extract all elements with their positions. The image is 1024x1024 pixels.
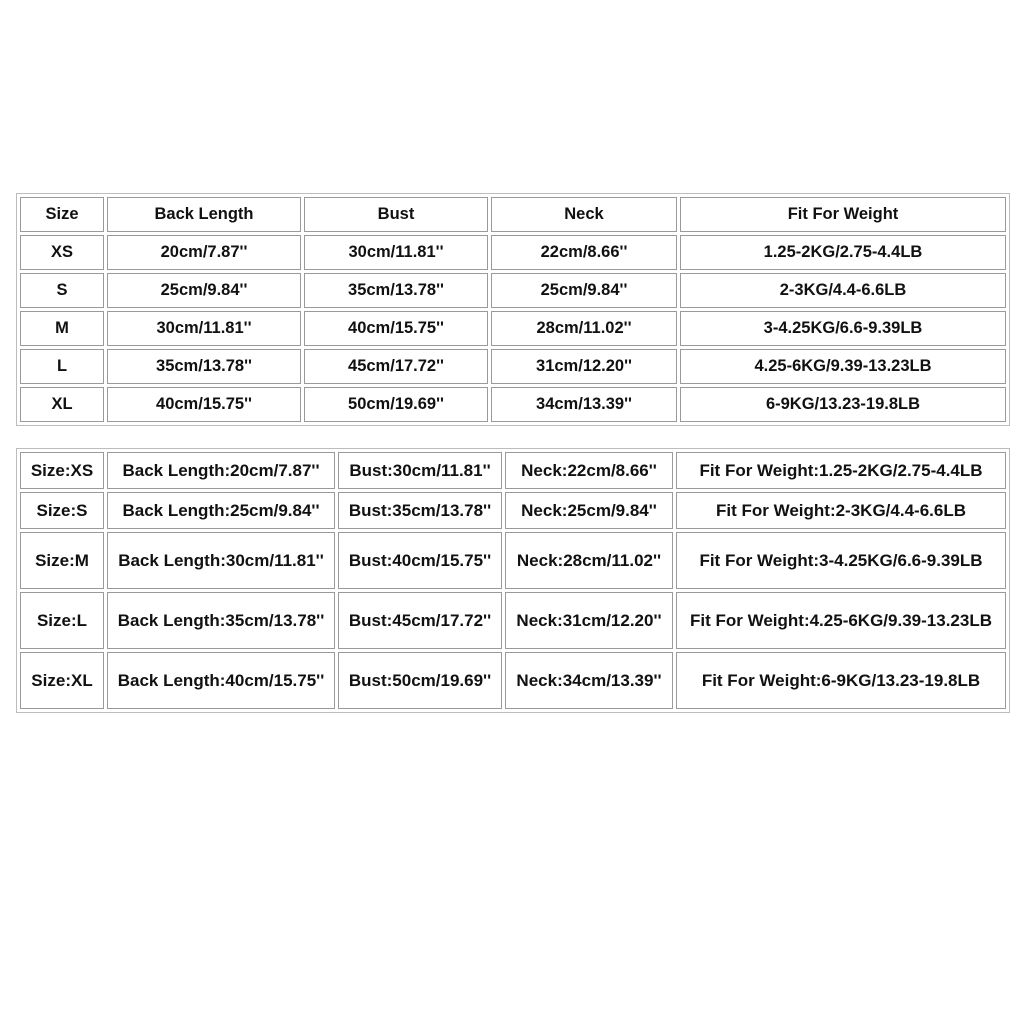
bust-cell: Bust:30cm/11.81'' [338, 452, 502, 489]
header-fit-for-weight: Fit For Weight [680, 197, 1006, 232]
header-size: Size [20, 197, 104, 232]
neck-cell: Neck:31cm/12.20'' [505, 592, 673, 649]
weight-cell: 3-4.25KG/6.6-9.39LB [680, 311, 1006, 346]
weight-cell: Fit For Weight:6-9KG/13.23-19.8LB [676, 652, 1006, 709]
bust-cell: Bust:45cm/17.72'' [338, 592, 502, 649]
table-row [20, 349, 1006, 384]
size-cell: Size:XL [20, 652, 104, 709]
table-row [20, 492, 1006, 529]
bust-cell: Bust:50cm/19.69'' [338, 652, 502, 709]
table-row [20, 273, 1006, 308]
header-back-length: Back Length [107, 197, 301, 232]
neck-cell: Neck:22cm/8.66'' [505, 452, 673, 489]
weight-cell: Fit For Weight:2-3KG/4.4-6.6LB [676, 492, 1006, 529]
size-cell: XL [20, 387, 104, 422]
table-row [20, 652, 1006, 709]
table-row [20, 592, 1006, 649]
neck-cell: Neck:34cm/13.39'' [505, 652, 673, 709]
back-length-cell: 25cm/9.84'' [107, 273, 301, 308]
neck-cell: 31cm/12.20'' [491, 349, 677, 384]
table-row [20, 387, 1006, 422]
bust-cell: 45cm/17.72'' [304, 349, 488, 384]
header-neck: Neck [491, 197, 677, 232]
table-row [20, 311, 1006, 346]
weight-cell: 2-3KG/4.4-6.6LB [680, 273, 1006, 308]
bust-cell: Bust:40cm/15.75'' [338, 532, 502, 589]
size-cell: Size:XS [20, 452, 104, 489]
bust-cell: 40cm/15.75'' [304, 311, 488, 346]
size-cell: Size:L [20, 592, 104, 649]
size-cell: Size:S [20, 492, 104, 529]
weight-cell: 4.25-6KG/9.39-13.23LB [680, 349, 1006, 384]
weight-cell: 1.25-2KG/2.75-4.4LB [680, 235, 1006, 270]
size-cell: L [20, 349, 104, 384]
back-length-cell: 30cm/11.81'' [107, 311, 301, 346]
back-length-cell: Back Length:25cm/9.84'' [107, 492, 335, 529]
bust-cell: 50cm/19.69'' [304, 387, 488, 422]
back-length-cell: Back Length:40cm/15.75'' [107, 652, 335, 709]
table-row [20, 452, 1006, 489]
table-row [20, 532, 1006, 589]
bust-cell: 35cm/13.78'' [304, 273, 488, 308]
back-length-cell: 35cm/13.78'' [107, 349, 301, 384]
weight-cell: 6-9KG/13.23-19.8LB [680, 387, 1006, 422]
back-length-cell: 40cm/15.75'' [107, 387, 301, 422]
table-row [20, 235, 1006, 270]
size-cell: Size:M [20, 532, 104, 589]
header-bust: Bust [304, 197, 488, 232]
weight-cell: Fit For Weight:3-4.25KG/6.6-9.39LB [676, 532, 1006, 589]
size-chart-table-bottom [16, 448, 1010, 713]
bust-cell: Bust:35cm/13.78'' [338, 492, 502, 529]
neck-cell: Neck:28cm/11.02'' [505, 532, 673, 589]
neck-cell: 28cm/11.02'' [491, 311, 677, 346]
size-cell: M [20, 311, 104, 346]
back-length-cell: Back Length:20cm/7.87'' [107, 452, 335, 489]
table-header-row [20, 197, 1006, 232]
back-length-cell: Back Length:35cm/13.78'' [107, 592, 335, 649]
back-length-cell: Back Length:30cm/11.81'' [107, 532, 335, 589]
weight-cell: Fit For Weight:1.25-2KG/2.75-4.4LB [676, 452, 1006, 489]
neck-cell: 25cm/9.84'' [491, 273, 677, 308]
neck-cell: 34cm/13.39'' [491, 387, 677, 422]
weight-cell: Fit For Weight:4.25-6KG/9.39-13.23LB [676, 592, 1006, 649]
bust-cell: 30cm/11.81'' [304, 235, 488, 270]
back-length-cell: 20cm/7.87'' [107, 235, 301, 270]
size-cell: S [20, 273, 104, 308]
size-chart-table-top [16, 193, 1010, 426]
neck-cell: Neck:25cm/9.84'' [505, 492, 673, 529]
neck-cell: 22cm/8.66'' [491, 235, 677, 270]
size-cell: XS [20, 235, 104, 270]
